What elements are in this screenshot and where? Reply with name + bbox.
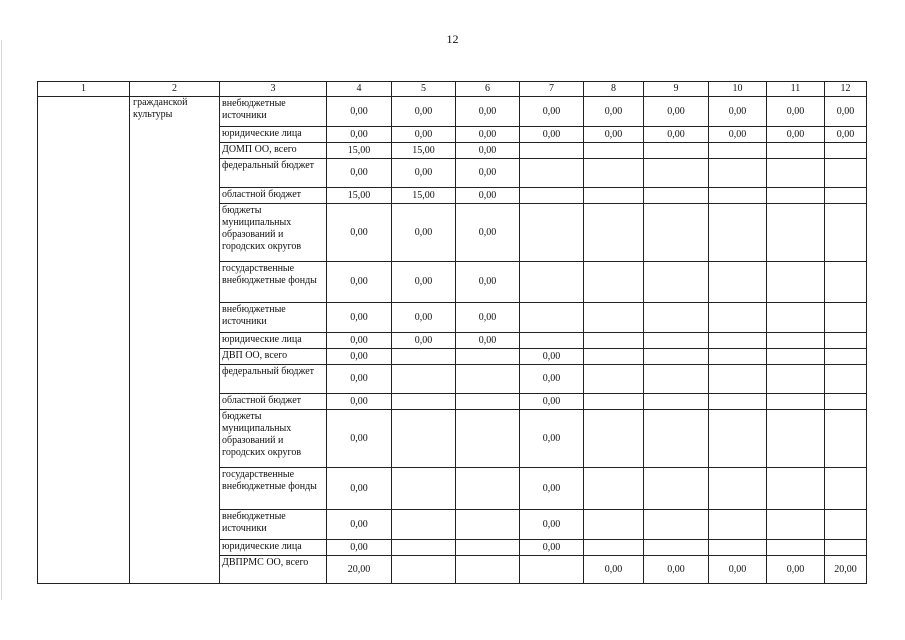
amount-cell bbox=[644, 303, 709, 333]
amount-cell: 0,00 bbox=[392, 159, 456, 188]
amount-cell bbox=[825, 410, 867, 468]
amount-cell bbox=[825, 303, 867, 333]
amount-cell: 0,00 bbox=[327, 97, 392, 127]
column-number: 3 bbox=[220, 82, 327, 97]
amount-cell bbox=[584, 394, 644, 410]
amount-cell: 0,00 bbox=[327, 204, 392, 262]
header-row bbox=[38, 82, 867, 97]
amount-cell: 0,00 bbox=[825, 97, 867, 127]
amount-cell: 0,00 bbox=[327, 394, 392, 410]
amount-cell: 0,00 bbox=[392, 97, 456, 127]
amount-cell bbox=[709, 143, 767, 159]
amount-cell: 0,00 bbox=[327, 262, 392, 303]
amount-cell bbox=[709, 349, 767, 365]
column-number: 4 bbox=[327, 82, 392, 97]
amount-cell: 0,00 bbox=[825, 127, 867, 143]
column-number: 6 bbox=[456, 82, 520, 97]
amount-cell bbox=[767, 365, 825, 394]
amount-cell bbox=[767, 143, 825, 159]
amount-cell bbox=[456, 410, 520, 468]
funding-source-label: юридические лица bbox=[220, 127, 327, 143]
amount-cell: 0,00 bbox=[520, 410, 584, 468]
funding-source-label: внебюджетные источники bbox=[220, 510, 327, 540]
amount-cell bbox=[584, 204, 644, 262]
amount-cell: 0,00 bbox=[456, 159, 520, 188]
amount-cell bbox=[709, 410, 767, 468]
amount-cell bbox=[584, 468, 644, 510]
amount-cell bbox=[520, 333, 584, 349]
amount-cell bbox=[767, 510, 825, 540]
amount-cell: 0,00 bbox=[520, 510, 584, 540]
program-name-cell: гражданской культуры bbox=[130, 97, 220, 584]
amount-cell bbox=[709, 262, 767, 303]
amount-cell bbox=[520, 303, 584, 333]
amount-cell bbox=[644, 510, 709, 540]
amount-cell bbox=[392, 365, 456, 394]
amount-cell bbox=[709, 333, 767, 349]
amount-cell: 0,00 bbox=[327, 540, 392, 556]
column-number: 10 bbox=[709, 82, 767, 97]
amount-cell bbox=[456, 468, 520, 510]
amount-cell bbox=[456, 349, 520, 365]
funding-source-label: государственные внебюджетные фонды bbox=[220, 262, 327, 303]
amount-cell: 0,00 bbox=[456, 127, 520, 143]
amount-cell: 0,00 bbox=[520, 540, 584, 556]
table-body bbox=[38, 82, 867, 584]
funding-source-label: государственные внебюджетные фонды bbox=[220, 468, 327, 510]
amount-cell bbox=[767, 333, 825, 349]
amount-cell: 0,00 bbox=[456, 262, 520, 303]
amount-cell: 0,00 bbox=[327, 365, 392, 394]
amount-cell bbox=[825, 204, 867, 262]
amount-cell: 0,00 bbox=[456, 143, 520, 159]
amount-cell: 0,00 bbox=[327, 159, 392, 188]
column-number: 12 bbox=[825, 82, 867, 97]
amount-cell bbox=[520, 159, 584, 188]
column-number: 2 bbox=[130, 82, 220, 97]
page-number: 12 bbox=[446, 32, 459, 46]
amount-cell bbox=[392, 468, 456, 510]
column-number: 9 bbox=[644, 82, 709, 97]
amount-cell: 0,00 bbox=[456, 188, 520, 204]
amount-cell: 0,00 bbox=[709, 127, 767, 143]
amount-cell bbox=[644, 394, 709, 410]
funding-source-label: бюджеты муниципальных образований и городских округов bbox=[220, 410, 327, 468]
amount-cell: 0,00 bbox=[327, 468, 392, 510]
funding-source-label: ДВПРМС ОО, всего bbox=[220, 556, 327, 584]
amount-cell bbox=[584, 262, 644, 303]
amount-cell bbox=[644, 204, 709, 262]
amount-cell bbox=[825, 540, 867, 556]
amount-cell: 0,00 bbox=[520, 349, 584, 365]
amount-cell bbox=[767, 303, 825, 333]
amount-cell bbox=[584, 365, 644, 394]
amount-cell: 0,00 bbox=[392, 303, 456, 333]
amount-cell: 15,00 bbox=[392, 143, 456, 159]
amount-cell bbox=[520, 143, 584, 159]
amount-cell bbox=[644, 365, 709, 394]
amount-cell bbox=[584, 188, 644, 204]
amount-cell bbox=[584, 410, 644, 468]
amount-cell bbox=[709, 540, 767, 556]
amount-cell bbox=[825, 468, 867, 510]
amount-cell: 0,00 bbox=[644, 556, 709, 584]
empty-number-cell bbox=[38, 97, 130, 584]
amount-cell: 0,00 bbox=[392, 333, 456, 349]
amount-cell bbox=[644, 349, 709, 365]
amount-cell: 15,00 bbox=[327, 143, 392, 159]
amount-cell: 20,00 bbox=[825, 556, 867, 584]
amount-cell: 0,00 bbox=[327, 127, 392, 143]
amount-cell bbox=[584, 143, 644, 159]
amount-cell bbox=[709, 394, 767, 410]
amount-cell bbox=[825, 262, 867, 303]
amount-cell bbox=[644, 410, 709, 468]
amount-cell bbox=[644, 188, 709, 204]
amount-cell: 0,00 bbox=[584, 127, 644, 143]
amount-cell bbox=[825, 365, 867, 394]
amount-cell bbox=[584, 349, 644, 365]
amount-cell bbox=[644, 262, 709, 303]
amount-cell bbox=[392, 540, 456, 556]
amount-cell: 0,00 bbox=[709, 556, 767, 584]
amount-cell: 0,00 bbox=[767, 97, 825, 127]
amount-cell bbox=[709, 468, 767, 510]
amount-cell bbox=[520, 204, 584, 262]
amount-cell bbox=[825, 143, 867, 159]
amount-cell bbox=[392, 394, 456, 410]
amount-cell bbox=[709, 303, 767, 333]
funding-source-label: юридические лица bbox=[220, 540, 327, 556]
amount-cell: 15,00 bbox=[327, 188, 392, 204]
amount-cell: 0,00 bbox=[392, 262, 456, 303]
amount-cell bbox=[456, 365, 520, 394]
amount-cell bbox=[767, 468, 825, 510]
amount-cell bbox=[392, 410, 456, 468]
amount-cell: 0,00 bbox=[392, 204, 456, 262]
budget-table bbox=[37, 81, 867, 584]
amount-cell bbox=[392, 510, 456, 540]
amount-cell bbox=[825, 510, 867, 540]
funding-source-label: областной бюджет bbox=[220, 394, 327, 410]
amount-cell bbox=[584, 303, 644, 333]
amount-cell bbox=[456, 510, 520, 540]
amount-cell bbox=[456, 556, 520, 584]
amount-cell: 0,00 bbox=[327, 410, 392, 468]
amount-cell bbox=[709, 188, 767, 204]
amount-cell: 0,00 bbox=[520, 394, 584, 410]
amount-cell bbox=[392, 349, 456, 365]
amount-cell bbox=[644, 159, 709, 188]
amount-cell: 0,00 bbox=[456, 333, 520, 349]
amount-cell bbox=[520, 188, 584, 204]
amount-cell bbox=[767, 349, 825, 365]
amount-cell bbox=[767, 540, 825, 556]
table-row bbox=[38, 97, 867, 127]
amount-cell: 0,00 bbox=[709, 97, 767, 127]
amount-cell: 0,00 bbox=[456, 204, 520, 262]
amount-cell: 0,00 bbox=[327, 333, 392, 349]
amount-cell: 0,00 bbox=[392, 127, 456, 143]
amount-cell: 0,00 bbox=[644, 97, 709, 127]
amount-cell bbox=[767, 204, 825, 262]
amount-cell bbox=[644, 468, 709, 510]
column-number: 1 bbox=[38, 82, 130, 97]
amount-cell bbox=[709, 365, 767, 394]
amount-cell bbox=[767, 394, 825, 410]
funding-source-label: областной бюджет bbox=[220, 188, 327, 204]
amount-cell: 0,00 bbox=[520, 97, 584, 127]
amount-cell bbox=[520, 262, 584, 303]
amount-cell: 0,00 bbox=[456, 303, 520, 333]
amount-cell bbox=[456, 540, 520, 556]
amount-cell: 0,00 bbox=[327, 303, 392, 333]
amount-cell: 0,00 bbox=[327, 349, 392, 365]
amount-cell: 0,00 bbox=[520, 468, 584, 510]
amount-cell bbox=[584, 510, 644, 540]
amount-cell bbox=[767, 159, 825, 188]
amount-cell bbox=[825, 349, 867, 365]
funding-source-label: внебюджетные источники bbox=[220, 303, 327, 333]
amount-cell bbox=[644, 143, 709, 159]
amount-cell: 0,00 bbox=[644, 127, 709, 143]
column-number: 7 bbox=[520, 82, 584, 97]
amount-cell bbox=[709, 204, 767, 262]
funding-source-label: ДВП ОО, всего bbox=[220, 349, 327, 365]
funding-source-label: внебюджетные источники bbox=[220, 97, 327, 127]
amount-cell bbox=[584, 159, 644, 188]
amount-cell bbox=[584, 333, 644, 349]
amount-cell bbox=[825, 333, 867, 349]
amount-cell bbox=[767, 188, 825, 204]
amount-cell bbox=[767, 410, 825, 468]
amount-cell: 0,00 bbox=[767, 127, 825, 143]
amount-cell: 0,00 bbox=[456, 97, 520, 127]
amount-cell: 0,00 bbox=[520, 127, 584, 143]
amount-cell: 0,00 bbox=[520, 365, 584, 394]
amount-cell bbox=[644, 540, 709, 556]
amount-cell bbox=[825, 188, 867, 204]
funding-source-label: федеральный бюджет bbox=[220, 159, 327, 188]
column-number: 5 bbox=[392, 82, 456, 97]
amount-cell bbox=[709, 510, 767, 540]
funding-source-label: юридические лица bbox=[220, 333, 327, 349]
amount-cell: 20,00 bbox=[327, 556, 392, 584]
amount-cell bbox=[584, 540, 644, 556]
amount-cell bbox=[644, 333, 709, 349]
amount-cell bbox=[709, 159, 767, 188]
amount-cell: 0,00 bbox=[584, 97, 644, 127]
amount-cell bbox=[767, 262, 825, 303]
amount-cell: 0,00 bbox=[584, 556, 644, 584]
funding-source-label: бюджеты муниципальных образований и городских округов bbox=[220, 204, 327, 262]
amount-cell bbox=[825, 159, 867, 188]
funding-source-label: ДОМП ОО, всего bbox=[220, 143, 327, 159]
funding-source-label: федеральный бюджет bbox=[220, 365, 327, 394]
column-number: 8 bbox=[584, 82, 644, 97]
column-number: 11 bbox=[767, 82, 825, 97]
amount-cell bbox=[825, 394, 867, 410]
amount-cell: 15,00 bbox=[392, 188, 456, 204]
amount-cell bbox=[520, 556, 584, 584]
amount-cell: 0,00 bbox=[767, 556, 825, 584]
amount-cell bbox=[456, 394, 520, 410]
page-edge-rule bbox=[1, 40, 2, 600]
amount-cell bbox=[392, 556, 456, 584]
amount-cell: 0,00 bbox=[327, 510, 392, 540]
